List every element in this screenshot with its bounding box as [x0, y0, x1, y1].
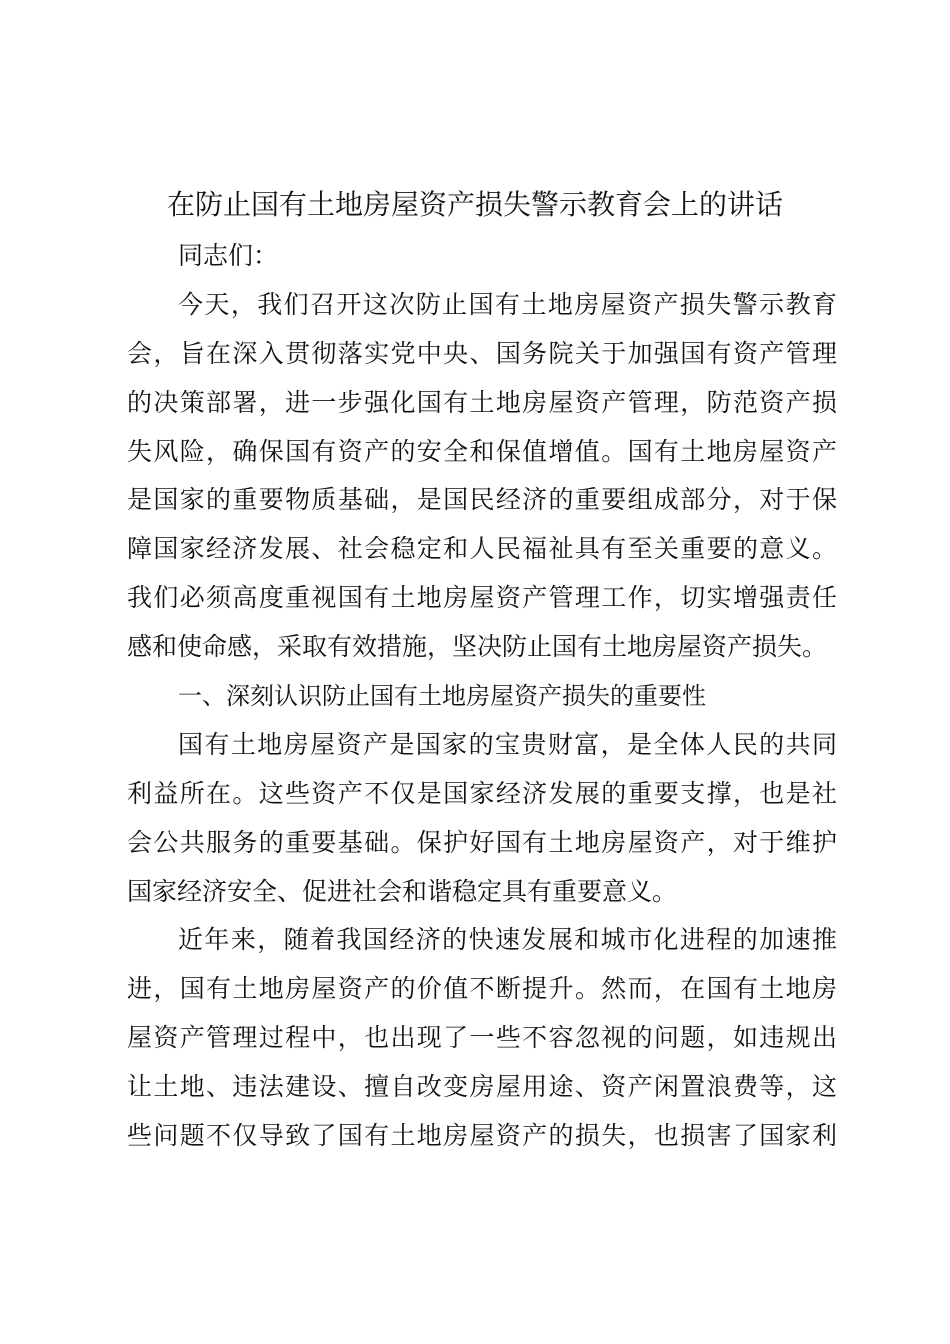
paragraph-line: 进，国有土地房屋资产的价值不断提升。然而，在国有土地房: [127, 974, 837, 1004]
paragraph-line: 屋资产管理过程中，也出现了一些不容忽视的问题，如违规出: [127, 1023, 837, 1053]
document-body: [127, 232, 837, 1161]
section-heading: 一、深刻认识防止国有土地房屋资产损失的重要性: [178, 682, 706, 711]
paragraph-line: 是国家的重要物质基础，是国民经济的重要组成部分，对于保: [127, 485, 837, 515]
paragraph-line: 感和使命感，采取有效措施，坚决防止国有土地房屋资产损失。: [127, 632, 828, 662]
paragraph-line: 国有土地房屋资产是国家的宝贵财富，是全体人民的共同: [178, 729, 837, 759]
salutation: 同志们：: [178, 241, 279, 270]
paragraph-line: 利益所在。这些资产不仅是国家经济发展的重要支撑，也是社: [127, 778, 837, 808]
paragraph-line: 障国家经济发展、社会稳定和人民福祉具有至关重要的意义。: [127, 534, 837, 564]
paragraph-line: 失风险，确保国有资产的安全和保值增值。国有土地房屋资产: [127, 436, 837, 466]
paragraph-line: 我们必须高度重视国有土地房屋资产管理工作，切实增强责任: [127, 583, 837, 613]
paragraph-line: 的决策部署，进一步强化国有土地房屋资产管理，防范资产损: [127, 387, 837, 417]
document-title: 在防止国有土地房屋资产损失警示教育会上的讲话: [166, 188, 783, 221]
paragraph-line: 今天，我们召开这次防止国有土地房屋资产损失警示教育: [178, 289, 837, 319]
paragraph-line: 些问题不仅导致了国有土地房屋资产的损失，也损害了国家利: [127, 1121, 837, 1151]
paragraph-line: 会，旨在深入贯彻落实党中央、国务院关于加强国有资产管理: [127, 338, 837, 368]
paragraph-line: 国家经济安全、促进社会和谐稳定具有重要意义。: [127, 876, 678, 906]
paragraph-line: 近年来，随着我国经济的快速发展和城市化进程的加速推: [178, 925, 837, 955]
paragraph-line: 让土地、违法建设、擅自改变房屋用途、资产闲置浪费等，这: [127, 1072, 837, 1102]
paragraph-line: 会公共服务的重要基础。保护好国有土地房屋资产，对于维护: [127, 827, 837, 857]
